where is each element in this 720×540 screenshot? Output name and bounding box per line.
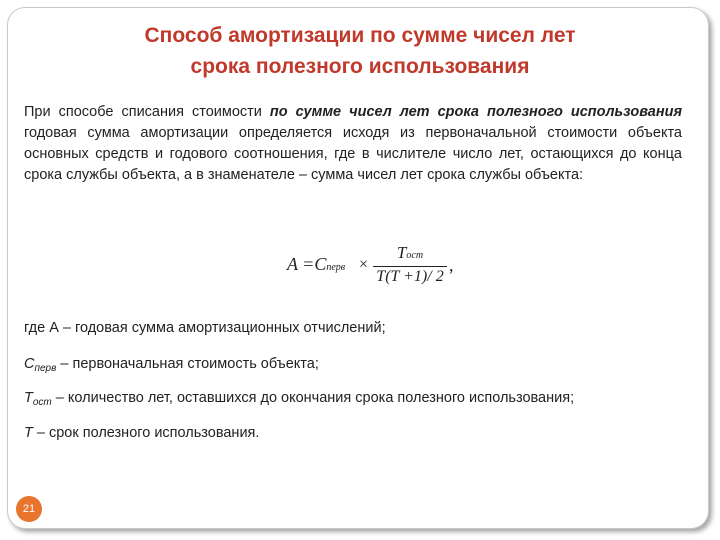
formula-num-sub: ост [406, 250, 424, 261]
definition-t [24, 425, 704, 441]
definition-c-sub: перв [34, 363, 57, 374]
formula-comma: , [449, 255, 454, 275]
definition-a [24, 320, 704, 336]
depreciation-formula [287, 243, 467, 298]
slide-title [0, 20, 720, 82]
title-line-1: Способ амортизации по сумме чисел лет [144, 24, 576, 47]
intro-start: При способе списания стоимости [24, 104, 270, 120]
formula-fraction [373, 243, 447, 286]
definition-tost-symbol: T [24, 390, 33, 406]
title-line-2: срока полезного использования [190, 55, 530, 78]
formula-lhs [287, 254, 345, 275]
formula-numerator [373, 243, 447, 265]
formula-num-text: T [396, 243, 407, 262]
definition-c-symbol: C [24, 356, 35, 372]
definition-tost-text: – количество лет, оставшихся до окончания срока полезного использования; [51, 390, 575, 406]
definition-c [24, 356, 704, 374]
definition-t-text: – срок полезного использования. [32, 425, 260, 441]
definition-tost-sub: ост [32, 397, 52, 408]
intro-emphasis: по сумме чисел лет срока полезного использования [269, 104, 682, 120]
fraction-bar [373, 266, 447, 267]
formula-lhs-sub: перв [326, 262, 346, 273]
formula-lhs-text: A =C [287, 254, 327, 274]
definition-c-text: – первоначальная стоимость объекта; [56, 356, 319, 372]
intro-paragraph [24, 102, 682, 186]
definition-a-text: где А – годовая сумма амортизационных отчислений; [24, 320, 386, 336]
definition-t-ost [24, 390, 704, 408]
definition-t-symbol: T [24, 425, 33, 441]
page-number-badge: 21 [16, 496, 42, 522]
intro-rest: годовая сумма амортизации определяется исходя из первоначальной стоимости объекта основных средств и годового соотношения, где в числителе число лет, остающихся до конца срока службы объекта, а в знаменателе – сумма чисел лет срока службы объекта: [24, 125, 682, 183]
formula-times: × [359, 256, 369, 273]
formula-denominator: T(T +1)/ 2 [376, 268, 444, 285]
